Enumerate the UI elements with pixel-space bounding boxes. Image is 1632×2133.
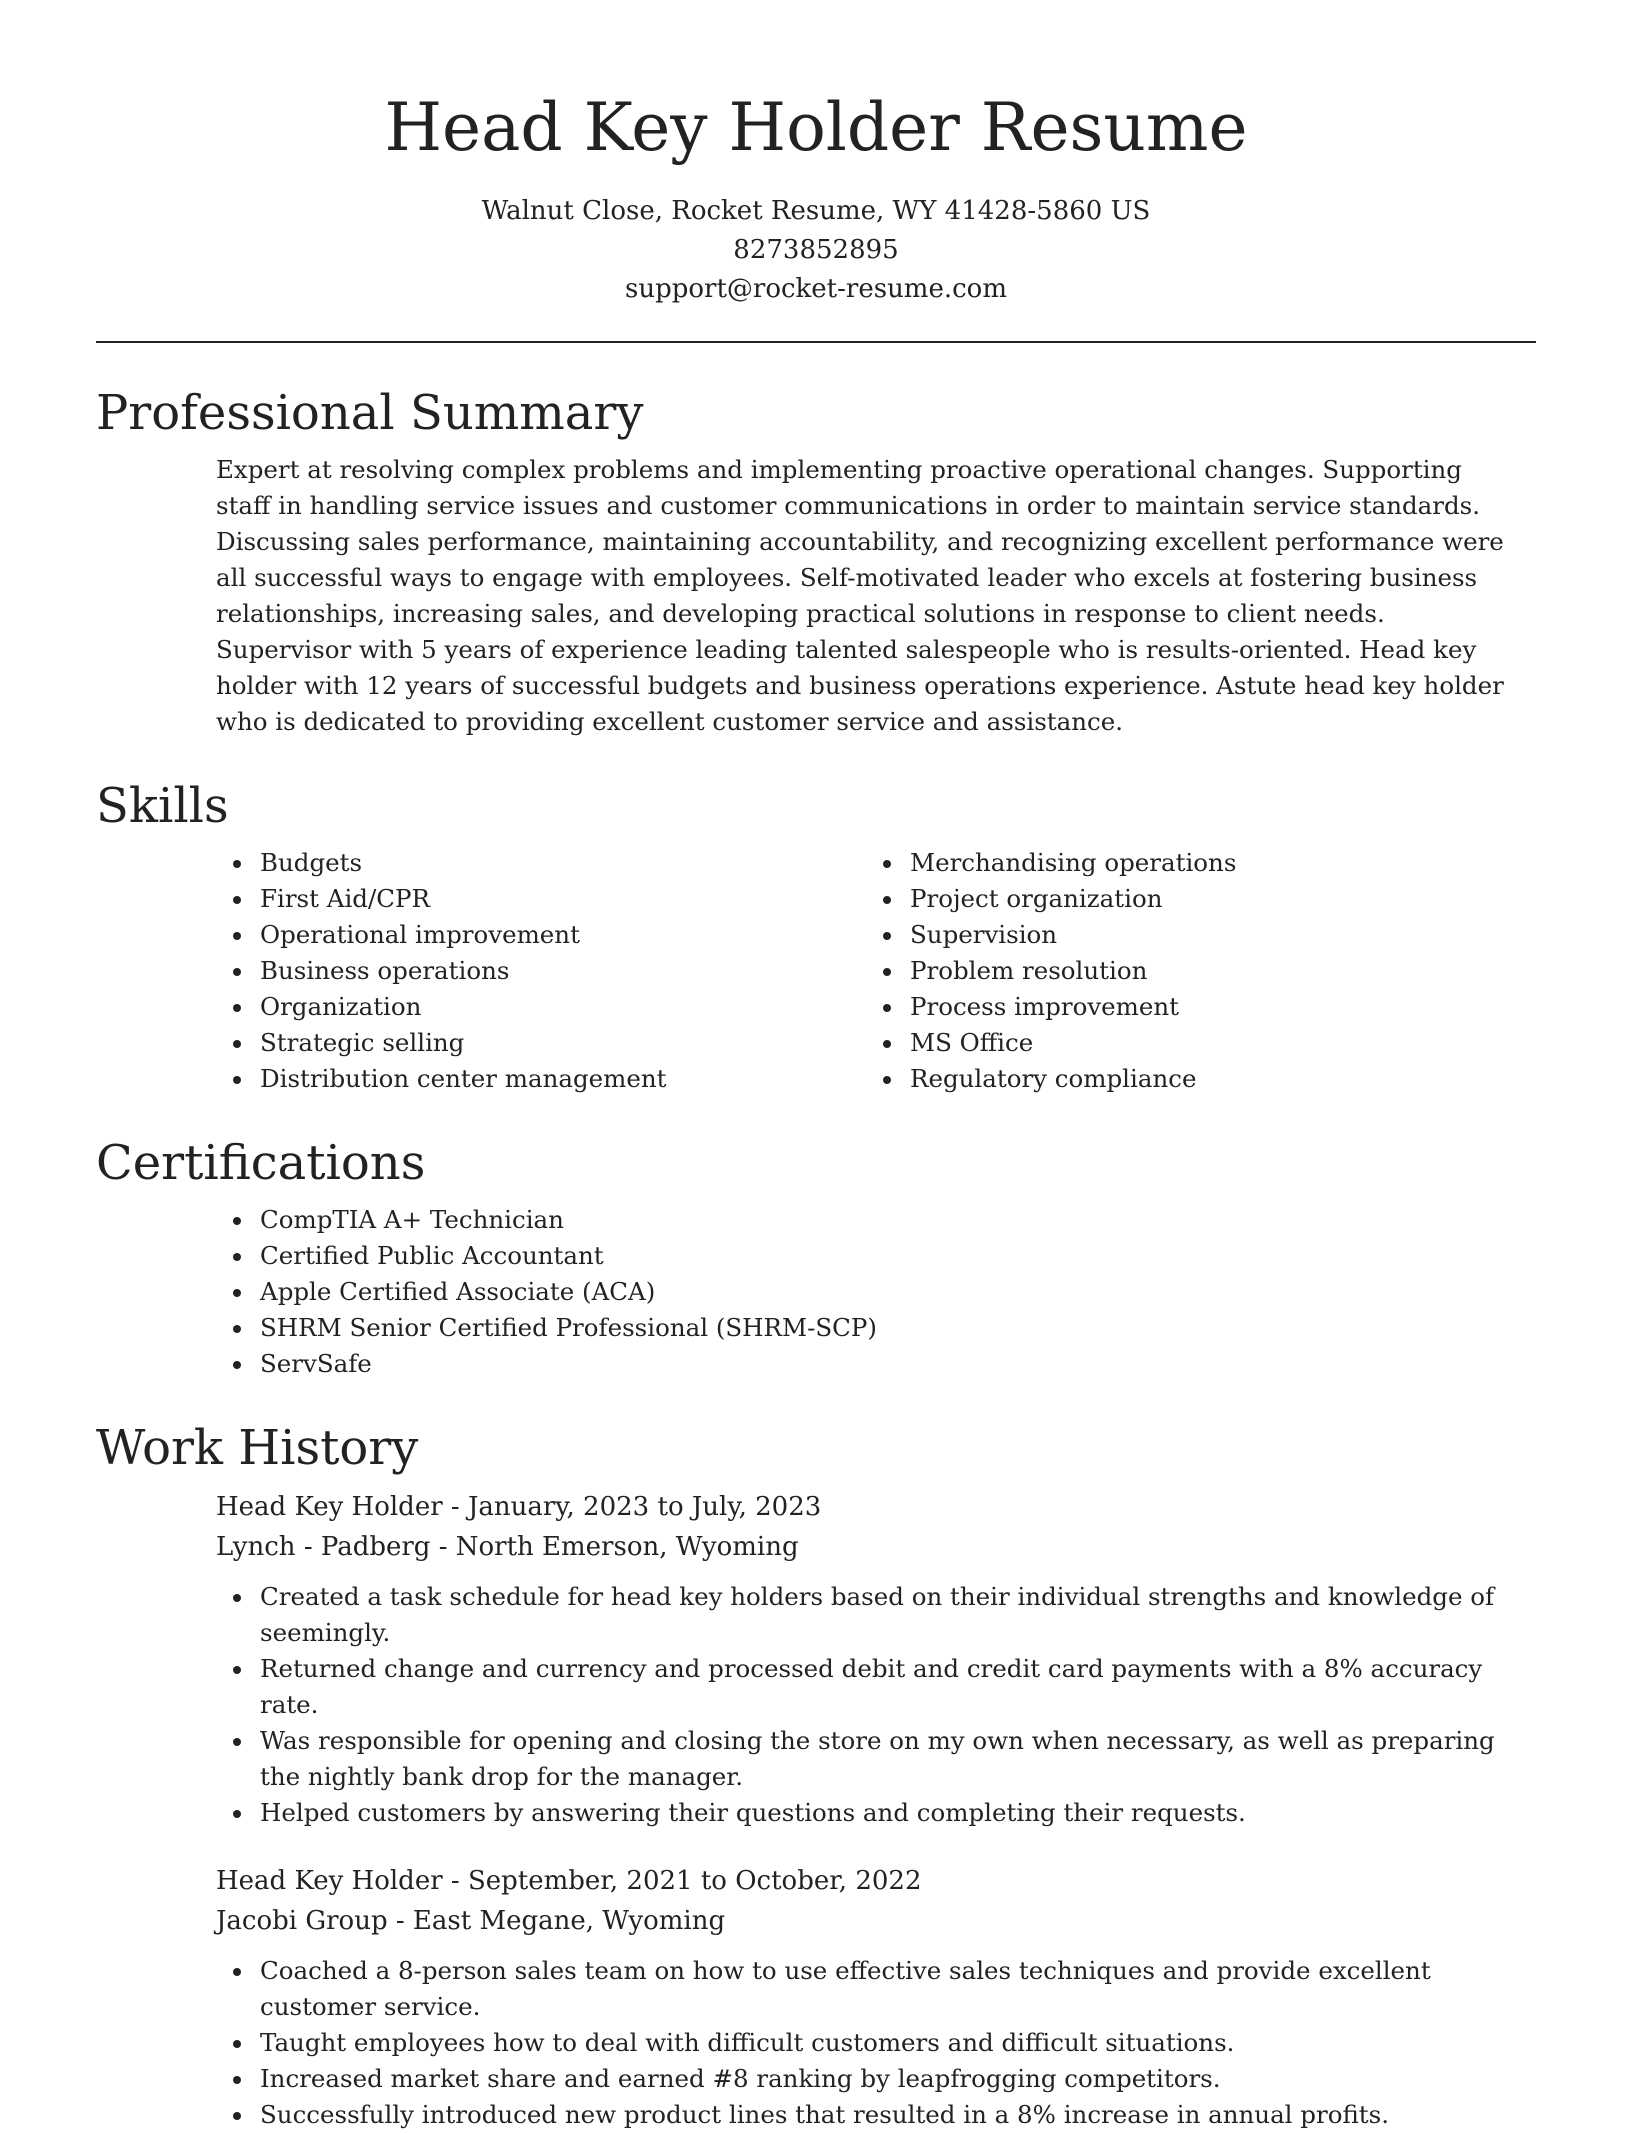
- job-title-line: Head Key Holder - September, 2021 to October, 2022: [216, 1866, 922, 1896]
- skills-list-left: [96, 845, 746, 1097]
- job-bullet: Coached a 8-person sales team on how to use effective sales techniques and provide excellent customer service.: [96, 1953, 1536, 2025]
- certifications-heading: Certifications: [96, 1135, 426, 1191]
- job-company-line: Jacobi Group - East Megane, Wyoming: [216, 1906, 726, 1936]
- job-bullet: Was responsible for opening and closing the store on my own when necessary, as well as preparing the nightly bank drop for the manager.: [96, 1723, 1536, 1795]
- work-history-heading: Work History: [96, 1420, 419, 1476]
- skill-item: Strategic selling: [96, 1025, 746, 1061]
- contact-info: [96, 192, 1536, 309]
- skill-item: Business operations: [96, 953, 746, 989]
- certifications-section: [96, 1132, 1536, 1382]
- skill-item: Supervision: [746, 917, 1396, 953]
- skills-columns: [96, 845, 1536, 1097]
- resume-header: [96, 0, 1536, 343]
- work-history-section: [96, 1417, 1536, 2133]
- summary-heading: Professional Summary: [96, 385, 644, 441]
- job-entry: [96, 1861, 1536, 2133]
- skill-item: Organization: [96, 989, 746, 1025]
- skills-heading: Skills: [96, 778, 229, 834]
- job-bullet: Helped customers by answering their questions and completing their requests.: [96, 1795, 1536, 1831]
- job-bullet: Taught employees how to deal with difficult customers and difficult situations.: [96, 2025, 1536, 2061]
- skill-item: Merchandising operations: [746, 845, 1396, 881]
- contact-email: support@rocket-resume.com: [624, 274, 1007, 304]
- skill-item: Distribution center management: [96, 1061, 746, 1097]
- skill-item: Project organization: [746, 881, 1396, 917]
- skills-list-right: [746, 845, 1396, 1097]
- job-bullet: Created a task schedule for head key holders based on their individual strengths and knowledge of seemingly.: [96, 1579, 1536, 1651]
- job-entry: [96, 1487, 1536, 1831]
- skill-item: Process improvement: [746, 989, 1396, 1025]
- job-bullet: Returned change and currency and processed debit and credit card payments with a 8% accuracy rate.: [96, 1651, 1536, 1723]
- job-company-line: Lynch - Padberg - North Emerson, Wyoming: [216, 1532, 799, 1562]
- certification-item: CompTIA A+ Technician: [96, 1202, 1536, 1238]
- skill-item: Operational improvement: [96, 917, 746, 953]
- summary-section: [96, 382, 1536, 740]
- job-bullet: Increased market share and earned #8 ranking by leapfrogging competitors.: [96, 2061, 1536, 2097]
- certification-item: SHRM Senior Certified Professional (SHRM-SCP): [96, 1310, 1536, 1346]
- resume-page: [96, 0, 1536, 2129]
- resume-title: Head Key Holder Resume: [384, 89, 1248, 166]
- contact-phone: 8273852895: [733, 235, 899, 265]
- certification-item: ServSafe: [96, 1346, 1536, 1382]
- skill-item: MS Office: [746, 1025, 1396, 1061]
- skill-item: Regulatory compliance: [746, 1061, 1396, 1097]
- job-bullets: [96, 1579, 1536, 1831]
- job-bullet: Successfully introduced new product lines that resulted in a 8% increase in annual profits.: [96, 2097, 1536, 2133]
- skills-section: [96, 775, 1536, 1097]
- skill-item: Budgets: [96, 845, 746, 881]
- job-title-line: Head Key Holder - January, 2023 to July, 2023: [216, 1492, 822, 1522]
- summary-text: Expert at resolving complex problems and implementing proactive operational changes. Supporting staff in handling service issues and customer communications in order to maintain service standards. Discussing sales performance, maintaining accountability, and recognizing excellent performance were all successful ways to engage with employees. Self-motivated leader who excels at fostering business relationships, increasing sales, and developing practical solutions in response to client needs. Supervisor with 5 years of experience leading talented salespeople who is results-oriented. Head key holder with 12 years of successful budgets and business operations experience. Astute head key holder who is dedicated to providing excellent customer service and assistance.: [216, 455, 1504, 736]
- contact-address: Walnut Close, Rocket Resume, WY 41428-5860 US: [481, 196, 1151, 226]
- certification-item: Apple Certified Associate (ACA): [96, 1274, 1536, 1310]
- header-divider: [96, 341, 1536, 343]
- skill-item: First Aid/CPR: [96, 881, 746, 917]
- skill-item: Problem resolution: [746, 953, 1396, 989]
- job-bullets: [96, 1953, 1536, 2133]
- certifications-list: [96, 1202, 1536, 1382]
- certification-item: Certified Public Accountant: [96, 1238, 1536, 1274]
